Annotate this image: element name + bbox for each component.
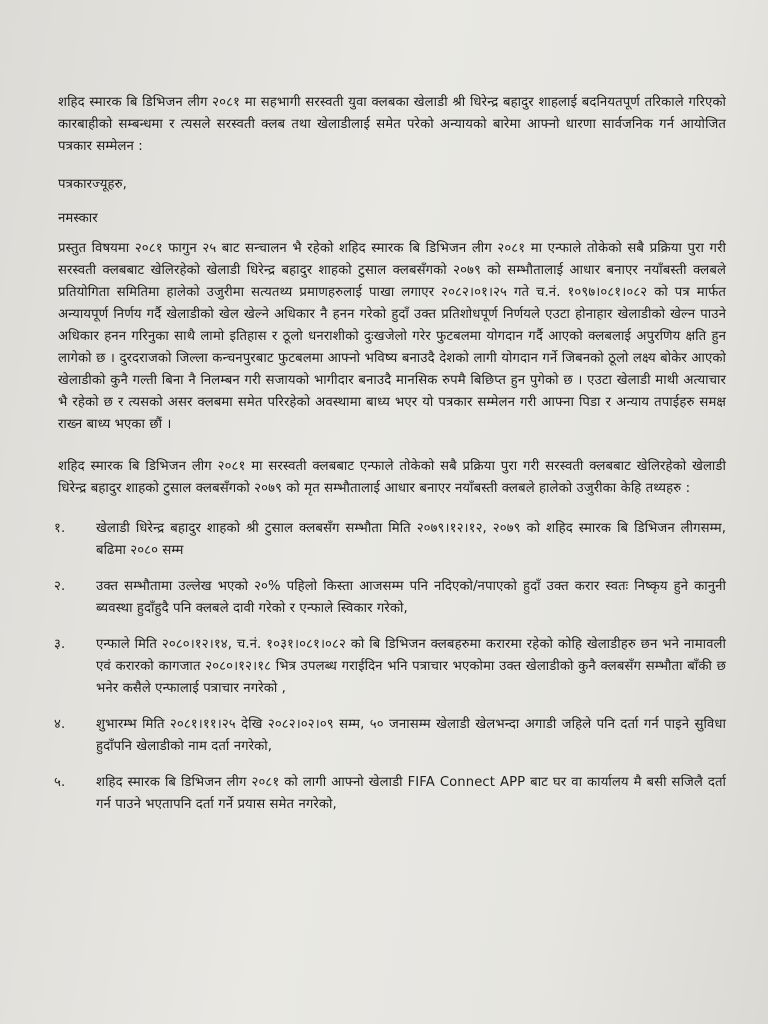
document-body <box>54 92 726 830</box>
fact-number: ४. <box>54 717 66 732</box>
facts-list <box>54 518 726 816</box>
body-paragraph: प्रस्तुत विषयमा २०८१ फागुन २५ बाट सन्चालन भै रहेको शहिद स्मारक बि डिभिजन लीग २०८१ मा एन्फाले तोकेको सबै प्रक्रिया पुरा गरी सरस्वती क्लबबाट खेलिरहेको खेलाडी धिरेन्द्र बहादुर शाहको टुसाल क्लबसँगको २०७९ को सम्भौतालाई आधार बनाएर नयाँबस्ती क्लबले प्रतियोगिता समितिमा हालेको उजुरीमा सत्यतथ्य प्रमाणहरुलाई पाखा लगाएर २०८२।०१।२५ गते च.नं. १०९७।०८१।०८२ को पत्र मार्फत अन्यायपूर्ण निर्णय गर्दै खेलाडीको खेल खेल्ने अधिकार नै हनन गरेको हुदाँ उक्त प्रतिशोधपूर्ण निर्णयले एउटा होनाहार खेलाडीको खेल्न पाउने अधिकार हनन गरिनुका साथै लामो इतिहास र ठूलो धनराशीको दुःखजेलो गरेर फुटबलमा योगदान गर्दै आएको क्लबलाई अपुरणिय क्षति हुन लागेको छ । दुरदराजको जिल्ला कन्चनपुरबाट फुटबलमा आफ्नो भविष्य बनाउदै देशको लागी योगदान गर्ने जिबनको ठूलो लक्ष्य बोकेर आएको खेलाडीको कुनै गल्ती बिना नै निलम्बन गरी सजायको भागीदार बनाउदै मानसिक रुपमै बिछिप्त हुन पुगेको छ । एउटा खेलाडी माथी अत्याचार भै रहेको छ र त्यसको असर क्लबमा समेत परिरहेको अवस्थामा बाध्य भएर यो पत्रकार सम्मेलन गरी आफ्ना पिडा र अन्याय तपाईहरु समक्ष राख्न बाध्य भएका छौं । <box>58 241 726 432</box>
fact-text: शुभारम्भ मिति २०८१।११।२५ देखि २०८२।०२।०९ सम्म, ५० जनासम्म खेलाडी खेलभन्दा अगाडी जहिले पनि दर्ता गर्न पाइने सुविधा हुदाँपनि खेलाडीको नाम दर्ता नगरेको, <box>96 717 726 754</box>
fact-number: १. <box>54 521 66 536</box>
facts-intro: शहिद स्मारक बि डिभिजन लीग २०८१ मा सरस्वती क्लबबाट एन्फाले तोकेको सबै प्रक्रिया पुरा गरी सरस्वती क्लबबाट खेलिरहेको खेलाडी धिरेन्द्र बहादुर शाहको टुसाल क्लबसँगको २०७९ को मृत सम्भौतालाई आधार बनाएर नयाँबस्ती क्लबले हालेको उजुरीका केहि तथ्यहरु : <box>58 459 726 496</box>
fact-text: एन्फाले मिति २०८०।१२।१४, च.नं. १०३१।०८१।०८२ को बि डिभिजन क्लबहरुमा करारमा रहेको कोहि खेलाडीहरु छन भने नामावली एवं करारको कागजात २०८०।१२।१८ भित्र उपलब्ध गराईदिन भनि पत्राचार भएकोमा उक्त खेलाडीको कुनै क्लबसँग सम्भौता बाँकी छ भनेर कसैले एन्फालाई पत्राचार नगरेको , <box>96 637 726 696</box>
fact-text: खेलाडी धिरेन्द्र बहादुर शाहको श्री टुसाल क्लबसँग सम्भौता मिति २०७९।१२।१२, २०७९ को शहिद स्मारक बि डिभिजन लीगसम्म, बढिमा २०८० सम्म <box>96 521 726 558</box>
fact-text: उक्त सम्भौतामा उल्लेख भएको २०% पहिलो किस्ता आजसम्म पनि नदिएको/नपाएको हुदाँ उक्त करार स्वतः निष्कृय हुने कानुनी ब्यवस्था हुदाँहुदै पनि क्लबले दावी गरेको र एन्फाले स्विकार गरेको, <box>96 579 726 616</box>
fact-item <box>54 714 726 758</box>
fact-text: शहिद स्मारक बि डिभिजन लीग २०८१ को लागी आफ्नो खेलाडी FIFA Connect APP बाट घर वा कार्यालय मै बसी सजिलै दर्ता गर्न पाउने भएतापनि दर्ता गर्ने प्रयास समेत नगरेको, <box>96 775 726 812</box>
fact-item <box>54 772 726 816</box>
fact-number: ३. <box>54 637 66 652</box>
fact-number: ५. <box>54 775 66 790</box>
document-title: शहिद स्मारक बि डिभिजन लीग २०८१ मा सहभागी सरस्वती युवा क्लबका खेलाडी श्री धिरेन्द्र बहादुर शाहलाई बदनियतपूर्ण तरिकाले गरिएको कारबाहीको सम्बन्धमा र त्यसले सरस्वती क्लब तथा खेलाडीलाई समेत परेको अन्यायको बारेमा आफ्नो धारणा सार्वजनिक गर्न आयोजित पत्रकार सम्मेलन : <box>58 95 726 154</box>
fact-number: २. <box>54 579 66 594</box>
greeting: नमस्कार <box>58 211 98 226</box>
salutation: पत्रकारज्यूहरु, <box>58 177 127 192</box>
fact-item <box>54 518 726 562</box>
fact-item <box>54 576 726 620</box>
fact-item <box>54 634 726 700</box>
